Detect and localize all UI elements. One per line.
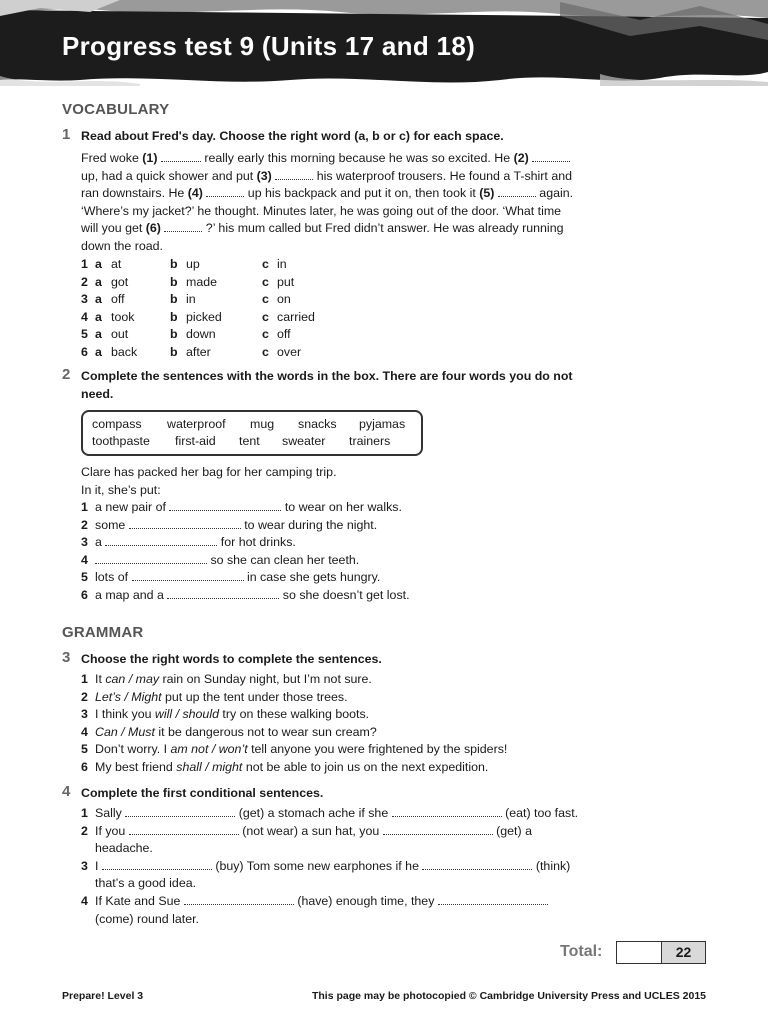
question-number: 2: [62, 366, 71, 383]
word-box-item: toothpaste: [92, 434, 150, 448]
answer-blank[interactable]: [125, 805, 235, 817]
answer-blank[interactable]: [105, 534, 217, 546]
answer-blank[interactable]: [161, 150, 201, 162]
total-label: Total:: [560, 943, 603, 960]
total-value: 22: [661, 941, 706, 964]
sentence: 4 so she can clean her teeth.: [81, 552, 360, 567]
vocabulary-heading: VOCABULARY: [62, 101, 170, 118]
answer-blank[interactable]: [167, 587, 279, 599]
title-banner: [0, 0, 768, 86]
passage-line: down the road.: [81, 238, 163, 253]
passage-line: up, had a quick shower and put (3) his waterproof trousers. He found a T-shirt and: [81, 168, 572, 183]
word-box-item: first-aid: [175, 434, 216, 448]
sentence: 4 If Kate and Sue (have) enough time, they (come) round later.: [81, 893, 611, 928]
answer-blank[interactable]: [132, 569, 244, 581]
answer-blank[interactable]: [498, 185, 536, 197]
sentence: 2 Let’s / Might put up the tent under those trees.: [81, 689, 348, 704]
answer-blank[interactable]: [184, 893, 294, 905]
word-choice[interactable]: Let’s / Might: [95, 689, 162, 704]
sentence: 3 a for hot drinks.: [81, 535, 296, 550]
footer-copyright: This page may be photocopied © Cambridge University Press and UCLES 2015: [311, 990, 706, 1002]
page-title: Progress test 9 (Units 17 and 18): [62, 31, 476, 61]
sentence: 3 I think you will / should try on these walking boots.: [81, 707, 370, 722]
word-box-item: sweater: [282, 434, 326, 448]
q4-sentences: [81, 805, 611, 928]
sentence: 1 It can / may rain on Sunday night, but I’m not sure.: [81, 672, 372, 686]
intro-line: Clare has packed her bag for her camping trip.: [81, 465, 337, 479]
word-choice[interactable]: Can / Must: [95, 724, 155, 739]
answer-blank[interactable]: [422, 858, 532, 870]
answer-blank[interactable]: [129, 517, 241, 529]
sentence: 5 lots of in case she gets hungry.: [81, 570, 381, 585]
word-box-item: trainers: [349, 434, 391, 448]
word-choice[interactable]: am not / won’t: [170, 742, 248, 757]
passage-line: Fred woke (1) really early this morning because he was so excited. He (2): [81, 150, 611, 168]
sentence: 1 Sally (get) a stomach ache if she (eat) too fast.: [81, 806, 579, 820]
answer-blank[interactable]: [438, 893, 548, 905]
question-instruction: Complete the sentences with the words in the box. There are four words you do not need.: [81, 369, 573, 401]
answer-blank[interactable]: [532, 150, 570, 162]
answer-blank[interactable]: [95, 552, 207, 564]
passage-line: ran downstairs. He (4) up his backpack and put it on, then took it (5) again.: [81, 186, 574, 201]
word-box-item: tent: [239, 434, 260, 448]
sentence: 1 a new pair of to wear on her walks.: [81, 500, 402, 514]
word-box-item: pyjamas: [359, 417, 406, 431]
word-choice[interactable]: will / should: [154, 707, 219, 722]
sentence: 2 some to wear during the night.: [81, 517, 378, 532]
answer-blank[interactable]: [164, 220, 202, 232]
sentence: 2 If you (not wear) a sun hat, you (get) a headache.: [81, 823, 532, 856]
answer-blank[interactable]: [169, 499, 281, 511]
word-choice[interactable]: can / may: [105, 672, 160, 686]
answer-blank[interactable]: [206, 185, 244, 197]
grammar-heading: GRAMMAR: [62, 624, 144, 641]
sentence: 4 Can / Must it be dangerous not to wear sun cream?: [81, 724, 377, 739]
question-instruction: Choose the right words to complete the sentences.: [81, 652, 382, 666]
passage-line: will you get (6) ?’ his mum called but Fred didn’t answer. He was already running: [81, 221, 564, 236]
question-instruction: Read about Fred's day. Choose the right word (a, b or c) for each space.: [81, 129, 504, 143]
q2-sentences: [81, 499, 611, 605]
answer-blank[interactable]: [275, 168, 313, 180]
answer-blank[interactable]: [129, 823, 239, 835]
word-box: [81, 410, 423, 456]
word-box-item: waterproof: [167, 417, 226, 431]
sentence: 5 Don’t worry. I am not / won’t tell anyone you were frightened by the spiders!: [81, 742, 508, 757]
intro-line: In it, she’s put:: [81, 482, 161, 497]
answer-blank[interactable]: [102, 858, 212, 870]
sentence: 6 a map and a so she doesn’t get lost.: [81, 587, 410, 602]
question-number: 4: [62, 783, 71, 800]
answer-blank[interactable]: [392, 805, 502, 817]
q1-passage: [81, 150, 611, 256]
question-number: 3: [62, 649, 71, 666]
sentence: 3 I (buy) Tom some new earphones if he (think) that’s a good idea.: [81, 858, 571, 891]
sentence: 6 My best friend shall / might not be able to join us on the next expedition.: [81, 759, 489, 774]
footer-level: Prepare! Level 3: [62, 990, 144, 1002]
word-box-item: mug: [250, 417, 275, 431]
question-number: 1: [62, 126, 71, 143]
question-instruction: Complete the first conditional sentences.: [81, 786, 324, 800]
word-box-item: snacks: [298, 417, 337, 431]
q3-sentences: [81, 671, 611, 777]
score-field[interactable]: [616, 941, 662, 964]
word-box-item: compass: [92, 417, 142, 431]
passage-line: ‘Where’s my jacket?’ he thought. Minutes later, he was going out of the door. ‘What time: [81, 203, 562, 218]
answer-blank[interactable]: [383, 823, 493, 835]
word-choice[interactable]: shall / might: [176, 759, 243, 774]
q2-intro: [81, 464, 611, 499]
